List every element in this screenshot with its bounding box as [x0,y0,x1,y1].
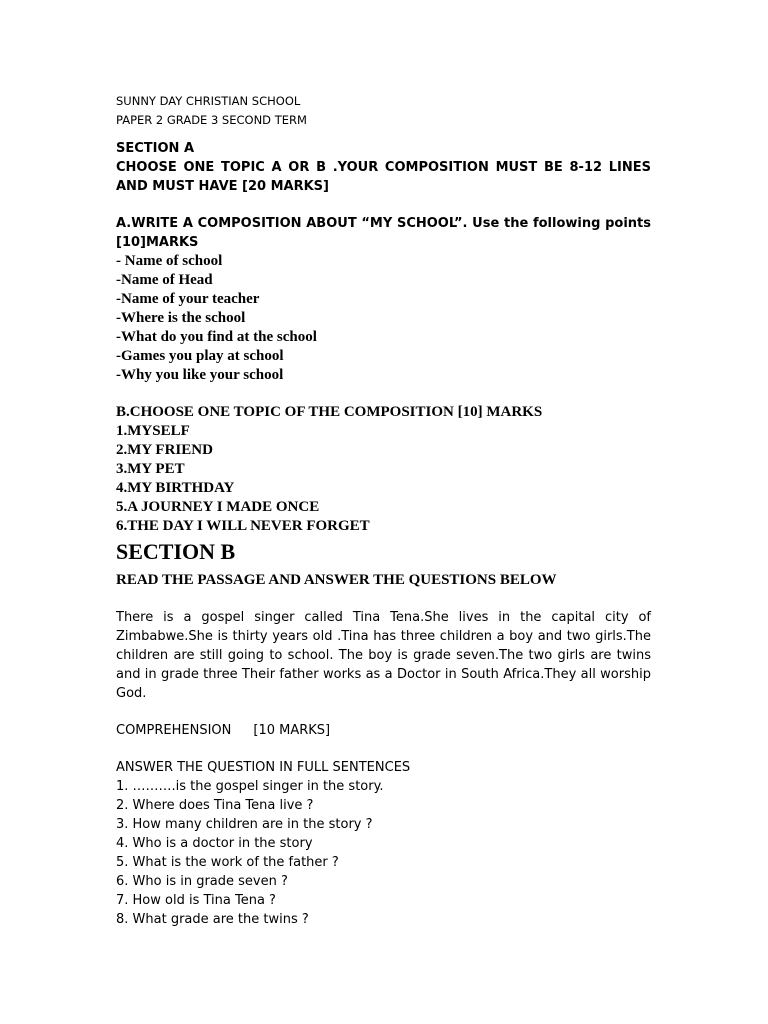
paper-info: PAPER 2 GRADE 3 SECOND TERM [116,113,307,127]
list-item: 1.MYSELF [116,423,190,439]
list-item: 2.MY FRIEND [116,442,213,458]
question-item: 8. What grade are the twins ? [116,912,309,927]
question-item: 7. How old is Tina Tena ? [116,893,276,908]
list-item: - Name of school [116,253,223,269]
part-b-instruction: B.CHOOSE ONE TOPIC OF THE COMPOSITION [10] MARKS [116,404,543,420]
list-item: -What do you find at the school [116,329,317,345]
list-item: 6.THE DAY I WILL NEVER FORGET [116,518,370,534]
part-a-points [116,252,651,385]
list-item: 5.A JOURNEY I MADE ONCE [116,499,320,515]
question-item: 3. How many children are in the story ? [116,817,373,832]
comprehension-marks: [10 MARKS] [253,723,331,738]
section-b-title: SECTION B [116,539,236,564]
part-a-instruction: A.WRITE A COMPOSITION ABOUT “MY SCHOOL”. Use the following points [10]MARKS [116,216,651,250]
section-a-title: SECTION A [116,141,195,156]
list-item: -Why you like your school [116,367,284,383]
exam-paper [116,92,651,929]
question-item: 5. What is the work of the father ? [116,855,339,870]
comprehension-heading [116,721,651,740]
comprehension-label: COMPREHENSION [116,723,232,738]
question-item: 1. ……….is the gospel singer in the story. [116,779,384,794]
section-a-instruction: CHOOSE ONE TOPIC A OR B .YOUR COMPOSITION MUST BE 8-12 LINES AND MUST HAVE [20 MARKS] [116,160,651,194]
question-item: 6. Who is in grade seven ? [116,874,288,889]
school-name: SUNNY DAY CHRISTIAN SCHOOL [116,94,301,108]
question-item: 2. Where does Tina Tena live ? [116,798,314,813]
question-list [116,777,651,929]
list-item: -Name of Head [116,272,213,288]
part-b-topics [116,422,651,536]
question-item: 4. Who is a doctor in the story [116,836,313,851]
list-item: 4.MY BIRTHDAY [116,480,235,496]
section-b-instruction: READ THE PASSAGE AND ANSWER THE QUESTIONS BELOW [116,572,557,588]
list-item: 3.MY PET [116,461,185,477]
answer-instruction: ANSWER THE QUESTION IN FULL SENTENCES [116,760,411,775]
list-item: -Name of your teacher [116,291,260,307]
list-item: -Games you play at school [116,348,284,364]
list-item: -Where is the school [116,310,246,326]
reading-passage: There is a gospel singer called Tina Tena.She lives in the capital city of Zimbabwe.She is thirty years old .Tina has three children a boy and two girls.The children are still going to school. The boy is grade seven.The two girls are twins and in grade three Their father works as a Doctor in South Africa.They all worship God. [116,610,651,701]
